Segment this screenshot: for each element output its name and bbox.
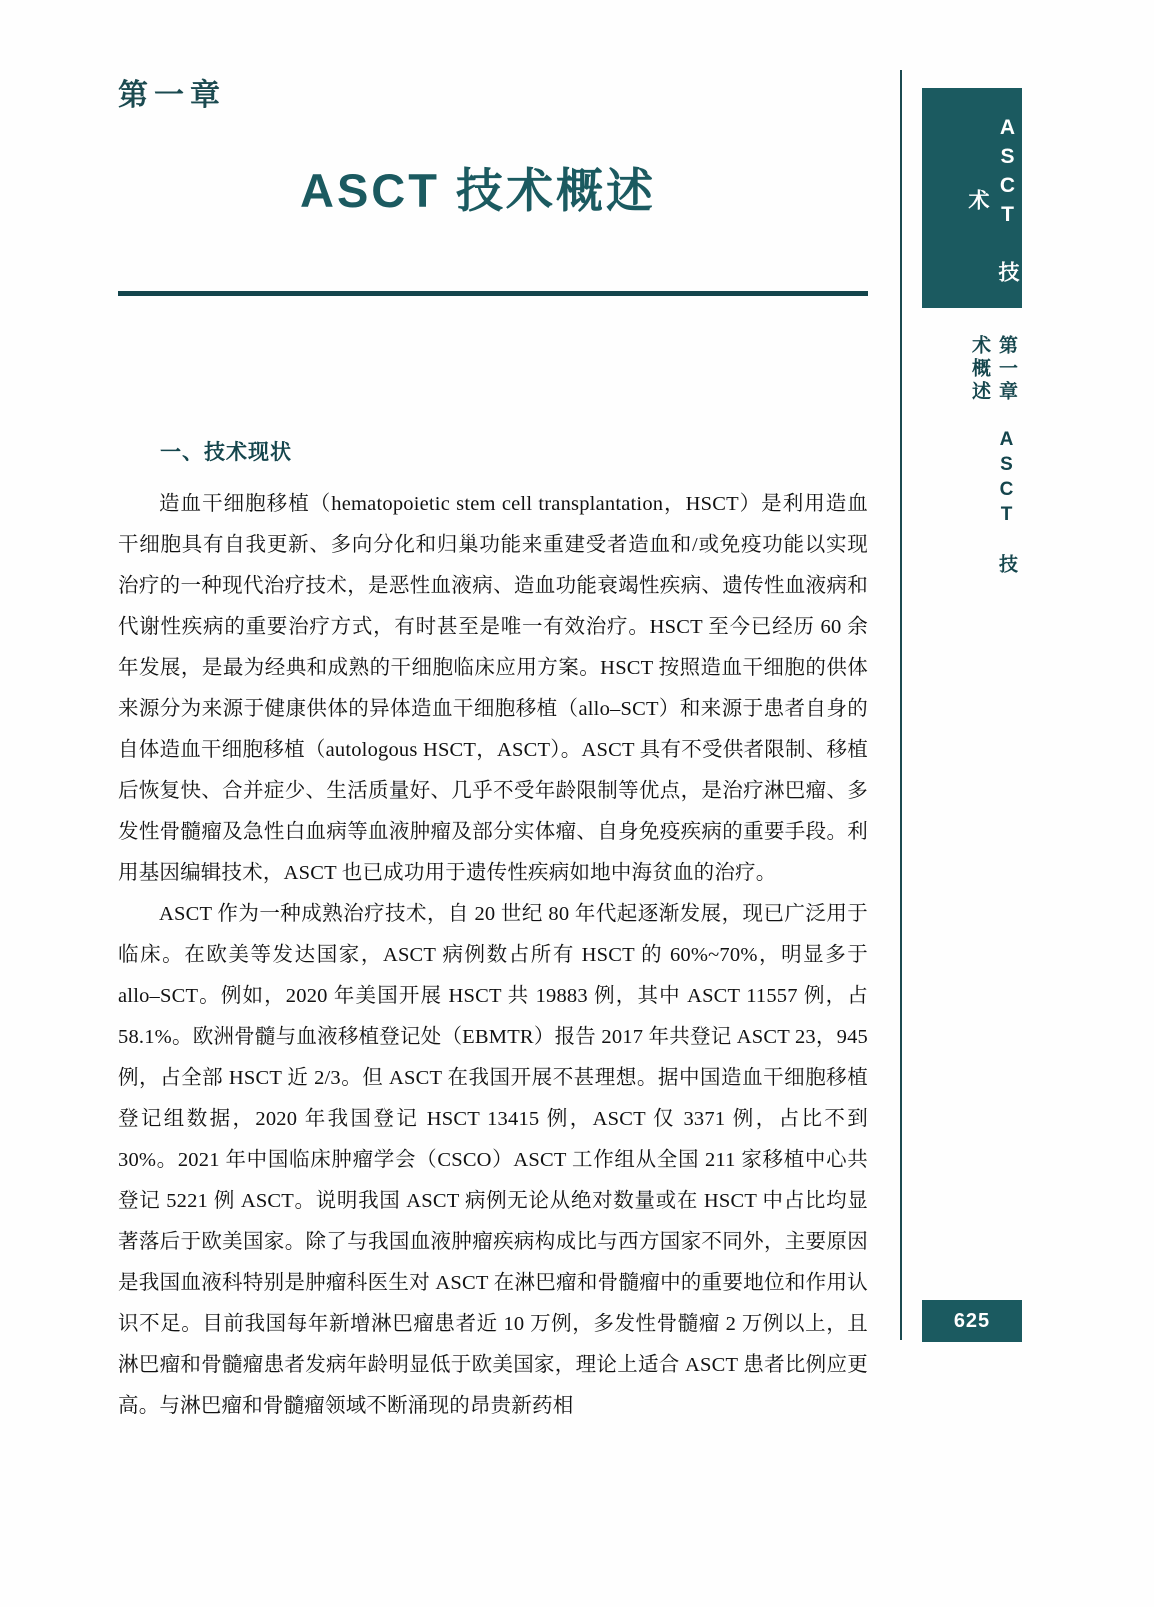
body-paragraph-1: 造血干细胞移植（hematopoietic stem cell transplantation，HSCT）是利用造血干细胞具有自我更新、多向分化和归巢功能来重建受者造血和/或免疫功能以实现治疗的一种现代治疗技术，是恶性血液病、造血功能衰竭性疾病、遗传性血液病和代谢性疾病的重要治疗方式，有时甚至是唯一有效治疗。HSCT 至今已经历 60 余年发展，是最为经典和成熟的干细胞临床应用方案。HSCT 按照造血干细胞的供体来源分为来源于健康供体的异体造血干细胞移植（allo–SCT）和来源于患者自身的自体造血干细胞移植（autologous HSCT，ASCT）。ASCT 具有不受供者限制、移植后恢复快、合并症少、生活质量好、几乎不受年龄限制等优点，是治疗淋巴瘤、多发性骨髓瘤及急性白血病等血液肿瘤及部分实体瘤、自身免疫疾病的重要手段。利用基因编辑技术，ASCT 也已成功用于遗传性疾病如地中海贫血的治疗。 bbox=[118, 493, 868, 884]
sidebar-tab bbox=[922, 88, 1022, 308]
sidebar-divider bbox=[900, 70, 902, 1340]
title-divider bbox=[118, 291, 868, 296]
section-heading: 一、技术现状 bbox=[160, 441, 292, 464]
body-paragraph-2: ASCT 作为一种成熟治疗技术，自 20 世纪 80 年代起逐渐发展，现已广泛用于临床。在欧美等发达国家，ASCT 病例数占所有 HSCT 的 60%~70%，明显多于 allo–SCT。例如，2020 年美国开展 HSCT 共 19883 例，其中 ASCT 11557 例，占 58.1%。欧洲骨髓与血液移植登记处（EBMTR）报告 2017 年共登记 ASCT 23，945 例，占全部 HSCT 近 2/3。但 ASCT 在我国开展不甚理想。据中国造血干细胞移植登记组数据，2020 年我国登记 HSCT 13415 例，ASCT 仅 3371 例，占比不到 30%。2021 年中国临床肿瘤学会（CSCO）ASCT 工作组从全国 211 家移植中心共登记 5221 例 ASCT。说明我国 ASCT 病例无论从绝对数量或在 HSCT 中占比均显著落后于欧美国家。除了与我国血液肿瘤疾病构成比与西方国家不同外，主要原因是我国血液科特别是肿瘤科医生对 ASCT 在淋巴瘤和骨髓瘤中的重要地位和作用认识不足。目前我国每年新增淋巴瘤患者近 10 万例，多发性骨髓瘤 2 万例以上，且淋巴瘤和骨髓瘤患者发病年龄明显低于欧美国家，理论上适合 ASCT 患者比例应更高。与淋巴瘤和骨髓瘤领域不断涌现的昂贵新药相 bbox=[118, 903, 868, 1417]
page-content bbox=[118, 70, 868, 1427]
chapter-title: ASCT 技术概述 bbox=[300, 164, 656, 217]
chapter-label: 第一章 bbox=[118, 79, 226, 112]
sidebar-tab-label: ASCT 技术 bbox=[966, 116, 1019, 288]
running-head: 第一章 ASCT 技术概述 bbox=[969, 335, 1017, 577]
page-number: 625 bbox=[922, 1300, 1022, 1342]
